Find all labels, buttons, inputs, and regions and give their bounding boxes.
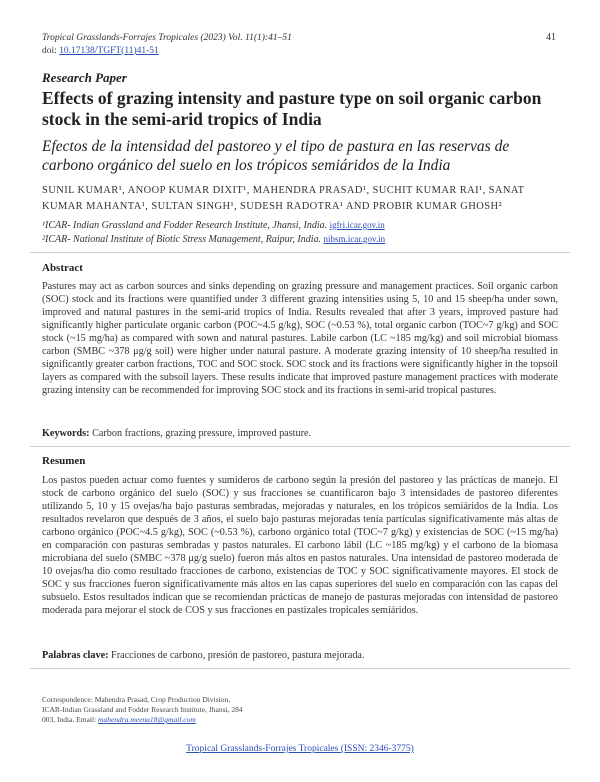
doi-line bbox=[42, 45, 292, 58]
affiliation-1-link[interactable]: igfri.icar.gov.in bbox=[329, 220, 385, 230]
doi-label: doi: bbox=[42, 45, 60, 56]
correspondence-address-end: 003, India. Email: bbox=[42, 715, 99, 724]
abstract-text: Pastures may act as carbon sources and sinks depending on grazing pressure and management practices. Soil organic carbon (SOC) stock and its fractions were quantified under 3 different grazing intensities using 5, 10 and 15 sheep/ha under sown, improved and natural pastures in the semi-arid tropics of India. Results revealed that after 3 years, improved pasture had significantly higher particulate organic carbon (POC~4.5 g/kg), SOC (~0.53 %), total organic carbon (TOC~7 g/kg) and SOC stock (~15 mg/ha) as compared with sown and natural pastures. Labile carbon (LC ~185 mg/kg) and soil microbial biomass carbon (SMBC ~378 μg/g soil) were higher under natural pasture. A moderate grazing intensity of 10 sheep/ha resulted in significantly greater carbon fractions, TOC and SOC stock. SOC stock and its fractions were significantly higher in the topsoil layers as compared with the subsoil layers. These results indicate that improved pasture management practices with moderate grazing intensity can be recommended for improving SOC stock and its fractions in semi-arid tropical pastures. bbox=[42, 281, 558, 396]
affiliation-1 bbox=[42, 220, 562, 231]
doi-link[interactable]: 10.17138/TGFT(11)41-51 bbox=[59, 45, 159, 56]
correspondence-line-3 bbox=[42, 715, 342, 725]
keywords-label: Keywords: bbox=[42, 428, 90, 439]
affiliation-2-text: ²ICAR- National Institute of Biotic Stress Management, Raipur, India. bbox=[42, 234, 324, 245]
abstract-keywords bbox=[42, 428, 558, 439]
article-title: Effects of grazing intensity and pasture type on soil organic carbon stock in the semi-arid tropics of India bbox=[42, 88, 542, 129]
divider bbox=[30, 446, 570, 447]
resumen-text: Los pastos pueden actuar como fuentes y sumideros de carbono según la presión del pastoreo y las prácticas de manejo. El stock de carbono orgánico del suelo (SOC) y sus fracciones se cuantificaron bajo 3 intensidades de pastoreo diferentes utilizando 5, 10 y 15 ovejas/ha bajo pasturas sembradas, mejoradas y naturales, en los trópicos semiáridos de la India. Los resultados revelaron que después de 3 años, el suelo bajo pasturas mejoradas tenía partículas significativamente más altas de carbono orgánico (POC~4.5 g/kg), SOC (~0.53 %), carbono orgánico total (TOC~7 g/kg) y existencias de SOC (~15 mg/ha) en comparación con pasturas sembradas y pastos naturales. El carbono lábil (LC ~185 mg/kg) y el carbono de la biomasa microbiana del suelo (SMBC ~378 μg/g suelo) fueron más altos en pastos naturales. Una intensidad de pastoreo moderada de 10 ovejas/ha dio como resultado fracciones de carbono, existencias de TOC y SOC significativamente mayores. El stock de SOC y sus fracciones fueron significativamente más altos en las capas superiores del suelo en comparación con las capas del subsuelo. Estos resultados indican que se recomiendan prácticas de manejo de pasturas mejoradas con intensidad de pastoreo moderada para mejorar el stock de COS y sus fracciones en pastizales tropicales semiáridos. bbox=[42, 475, 558, 616]
article-subtitle: Efectos de la intensidad del pastoreo y el tipo de pastura en las reservas de carbono orgánico del suelo en los trópicos semiáridos de la India bbox=[42, 138, 510, 174]
affiliation-2 bbox=[42, 234, 562, 245]
affiliation-1-text: ¹ICAR- Indian Grassland and Fodder Research Institute, Jhansi, India. bbox=[42, 220, 330, 231]
author-list: SUNIL KUMAR¹, ANOOP KUMAR DIXIT¹, MAHENDRA PRASAD¹, SUCHIT KUMAR RAI¹, SANAT KUMAR MAHANTA¹, SULTAN SINGH¹, SUDESH RADOTRA¹ AND PROBIR KUMAR GHOSH² bbox=[42, 185, 525, 212]
correspondence-line-2: ICAR-Indian Grassland and Fodder Research Institute, Jhansi, 284 bbox=[42, 705, 243, 714]
correspondence-line-1: Correspondence: Mahendra Prasad, Crop Production Division, bbox=[42, 695, 231, 704]
correspondence-note bbox=[42, 695, 342, 725]
section-label: Research Paper bbox=[42, 70, 127, 85]
footer-journal-link[interactable]: Tropical Grasslands-Forrajes Tropicales (ISSN: 2346-3775) bbox=[186, 744, 414, 754]
resumen-heading: Resumen bbox=[42, 455, 86, 467]
page-number: 41 bbox=[546, 32, 556, 43]
journal-header bbox=[42, 32, 292, 57]
divider bbox=[30, 668, 570, 669]
journal-citation: Tropical Grasslands-Forrajes Tropicales (2023) Vol. 11(1):41–51 bbox=[42, 33, 292, 43]
divider bbox=[30, 252, 570, 253]
page-footer bbox=[0, 744, 600, 754]
correspondence-email[interactable]: mahendra.meena18@gmail.com bbox=[98, 715, 196, 724]
palabras-clave-label: Palabras clave: bbox=[42, 650, 109, 661]
palabras-clave-text: Fracciones de carbono, presión de pastoreo, pastura mejorada. bbox=[108, 650, 365, 661]
abstract-heading: Abstract bbox=[42, 262, 83, 274]
affiliation-2-link[interactable]: nibsm.icar.gov.in bbox=[323, 234, 386, 244]
resumen-keywords bbox=[42, 650, 558, 661]
keywords-text: Carbon fractions, grazing pressure, improved pasture. bbox=[89, 428, 312, 439]
